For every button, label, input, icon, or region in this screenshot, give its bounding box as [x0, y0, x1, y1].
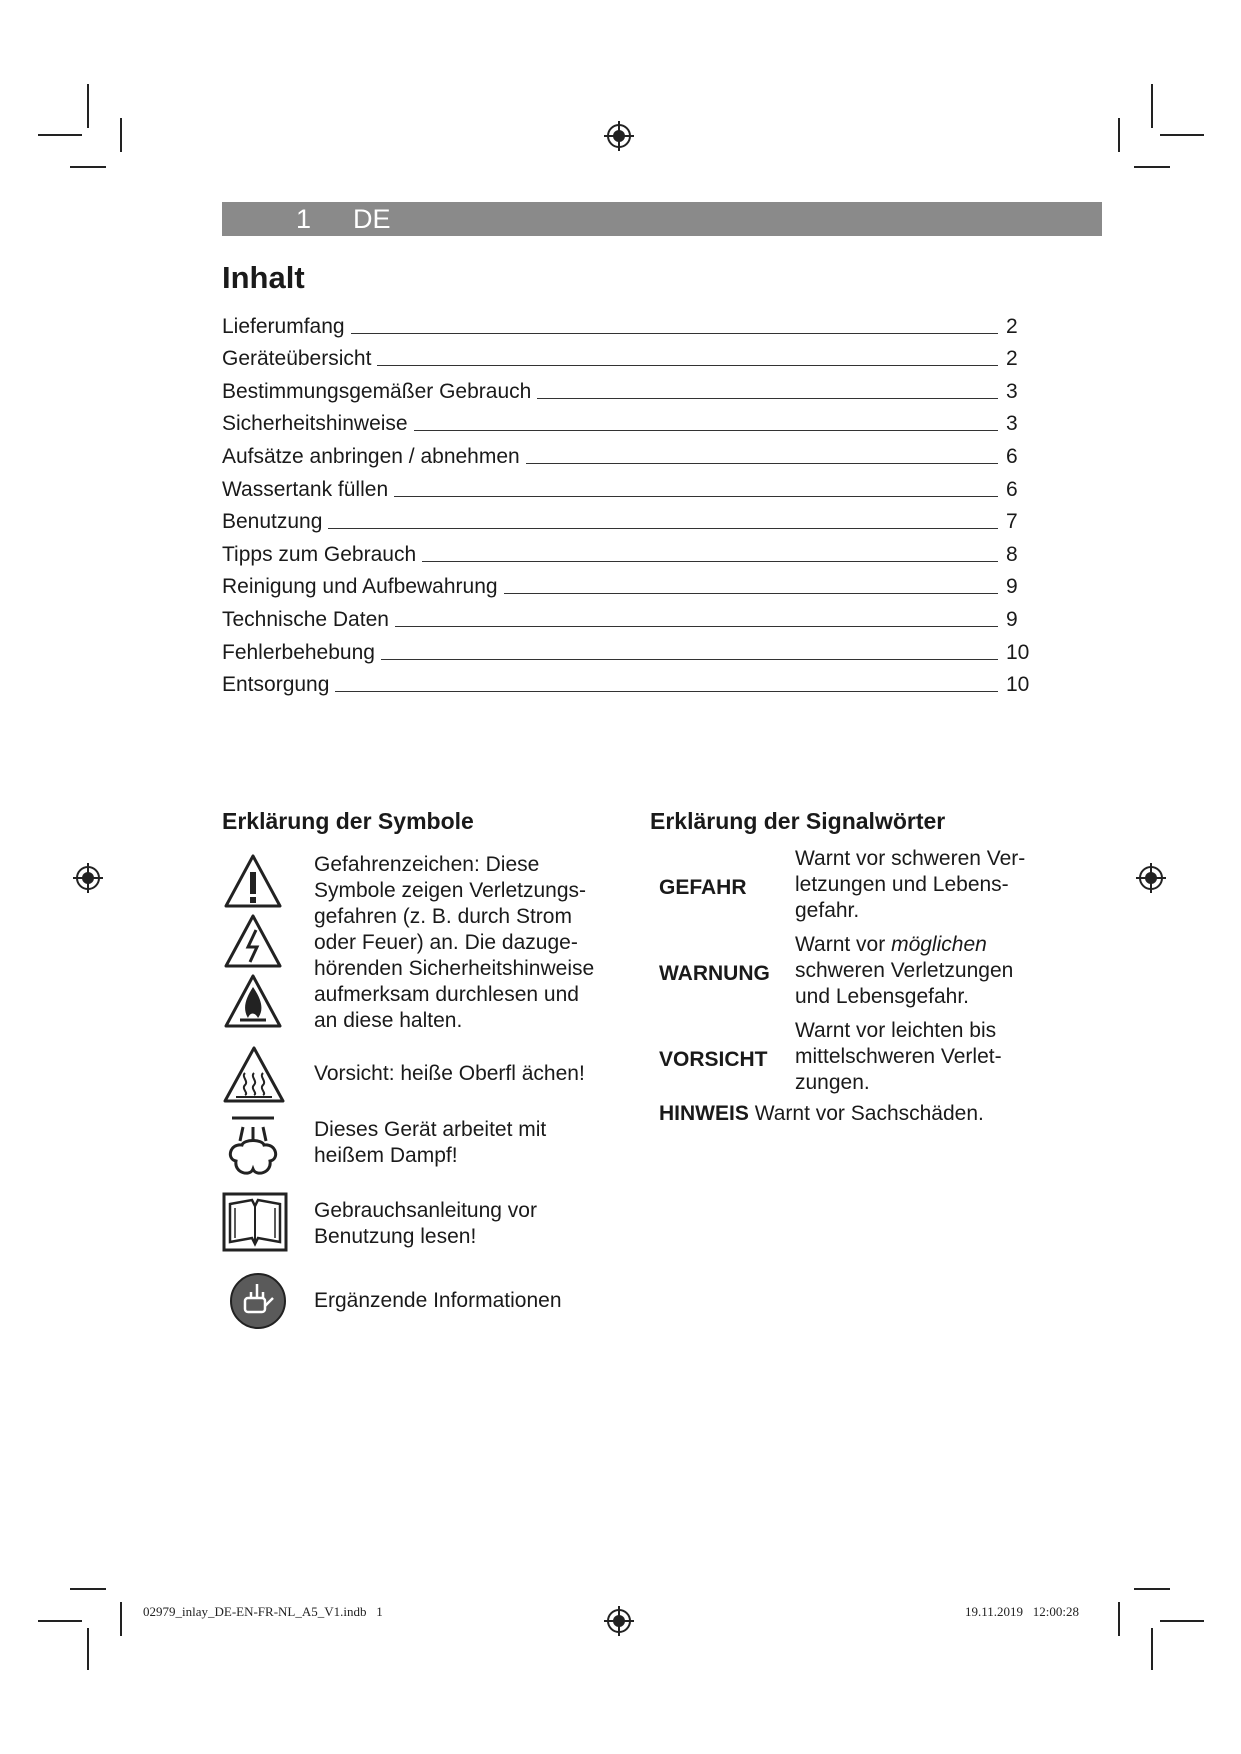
toc-entry-page: 10: [1006, 673, 1030, 697]
warning-triangles-icon: [222, 852, 284, 1032]
toc-leader-line: [504, 593, 998, 594]
toc-entry-label: Wassertank füllen: [222, 477, 389, 501]
hot-surface-icon: [222, 1045, 286, 1105]
signal-word: HINWEIS: [659, 1102, 749, 1125]
registration-mark-icon: [604, 121, 634, 151]
symbol-row-manual: [222, 1192, 612, 1252]
toc-entry-page: 6: [1006, 444, 1018, 468]
signal-description: Warnt vor Sachschäden.: [754, 1102, 984, 1125]
signal-row-hinweis: [659, 1102, 984, 1126]
manual-book-icon: [222, 1192, 288, 1252]
section-header-bar: [222, 202, 1102, 236]
toc-title: Inhalt: [222, 260, 305, 295]
symbol-description: Ergänzende Informationen: [314, 1289, 562, 1312]
symbol-row-hot-steam: [222, 1115, 612, 1179]
toc-entry: [222, 404, 1032, 437]
toc-leader-line: [377, 365, 998, 366]
toc-leader-line: [414, 430, 998, 431]
info-hand-icon: [229, 1272, 287, 1330]
toc-entry: [222, 371, 1032, 404]
footer-file-info: 02979_inlay_DE-EN-FR-NL_A5_V1.indb 1: [143, 1604, 383, 1619]
symbol-row-info: [222, 1272, 612, 1330]
registration-mark-icon: [73, 863, 103, 893]
signal-word: VORSICHT: [659, 1048, 768, 1071]
toc-entry-page: 10: [1006, 640, 1030, 664]
toc-entry: [222, 469, 1032, 502]
signals-title: Erklärung der Signalwörter: [650, 808, 946, 834]
signal-word: WARNUNG: [659, 962, 770, 985]
toc-entry-page: 2: [1006, 347, 1018, 371]
toc-leader-line: [335, 691, 998, 692]
signal-description: Warnt vor möglichen schweren Verletzungen und Lebensgefahr.: [795, 933, 1014, 1008]
hot-steam-icon: [222, 1115, 284, 1179]
toc-entry-page: 2: [1006, 314, 1018, 338]
toc-entry-page: 7: [1006, 510, 1018, 534]
toc-leader-line: [394, 496, 998, 497]
table-of-contents: [222, 306, 1032, 697]
symbol-description: Gebrauchsanleitung vor Benutzung lesen!: [314, 1199, 537, 1248]
toc-entry-page: 6: [1006, 477, 1018, 501]
signal-description: Warnt vor leichten bis mittelschweren Verlet- zungen.: [795, 1019, 1002, 1094]
toc-entry-page: 3: [1006, 379, 1018, 403]
signal-word: GEFAHR: [659, 876, 747, 899]
toc-entry-label: Fehlerbehebung: [222, 640, 375, 664]
symbol-description: Vorsicht: heiße Oberfl ächen!: [314, 1062, 585, 1085]
toc-leader-line: [328, 528, 998, 529]
toc-entry-page: 9: [1006, 607, 1018, 631]
toc-entry-label: Reinigung und Aufbewahrung: [222, 575, 498, 599]
symbol-description: Gefahrenzeichen: Diese Symbole zeigen Verletzungs- gefahren (z. B. durch Strom oder Feuer) an. Die dazuge- hörenden Sicherheitshinweise aufmerksam durchlesen und an diese halten.: [314, 853, 595, 1032]
symbol-description: Dieses Gerät arbeitet mit heißem Dampf!: [314, 1118, 547, 1167]
toc-leader-line: [537, 398, 998, 399]
footer-timestamp: 19.11.2019 12:00:28: [965, 1604, 1079, 1619]
toc-leader-line: [422, 561, 998, 562]
toc-entry-label: Sicherheitshinweise: [222, 412, 408, 436]
registration-mark-icon: [1136, 863, 1166, 893]
toc-entry: [222, 436, 1032, 469]
toc-entry-label: Entsorgung: [222, 673, 330, 697]
signal-row-gefahr: [650, 846, 1070, 926]
signal-row-warnung: [650, 932, 1070, 1012]
signal-row-vorsicht: [650, 1018, 1070, 1098]
toc-entry: [222, 306, 1032, 339]
symbols-title: Erklärung der Symbole: [222, 808, 474, 834]
toc-entry-label: Lieferumfang: [222, 314, 345, 338]
toc-entry-label: Aufsätze anbringen / abnehmen: [222, 444, 520, 468]
toc-entry: [222, 632, 1032, 665]
toc-entry: [222, 599, 1032, 632]
signal-description: Warnt vor schweren Ver- letzungen und Lebens- gefahr.: [795, 847, 1026, 922]
toc-entry-label: Benutzung: [222, 510, 323, 534]
toc-leader-line: [381, 659, 998, 660]
toc-entry-label: Tipps zum Gebrauch: [222, 542, 417, 566]
language-code: DE: [353, 204, 391, 234]
symbol-row-danger: [222, 852, 612, 1032]
toc-entry-label: Bestimmungsgemäßer Gebrauch: [222, 379, 532, 403]
toc-entry-label: Technische Daten: [222, 607, 389, 631]
symbol-row-hot-surface: [222, 1045, 612, 1105]
toc-entry-page: 8: [1006, 542, 1018, 566]
page-number: 1: [296, 204, 312, 234]
toc-entry: [222, 502, 1032, 535]
toc-entry: [222, 567, 1032, 600]
toc-entry-label: Geräteübersicht: [222, 347, 372, 371]
toc-entry-page: 9: [1006, 575, 1018, 599]
toc-entry: [222, 534, 1032, 567]
toc-entry-page: 3: [1006, 412, 1018, 436]
toc-leader-line: [351, 333, 998, 334]
toc-leader-line: [395, 626, 998, 627]
registration-mark-icon: [604, 1606, 634, 1636]
toc-leader-line: [526, 463, 998, 464]
toc-entry: [222, 339, 1032, 372]
toc-entry: [222, 665, 1032, 698]
